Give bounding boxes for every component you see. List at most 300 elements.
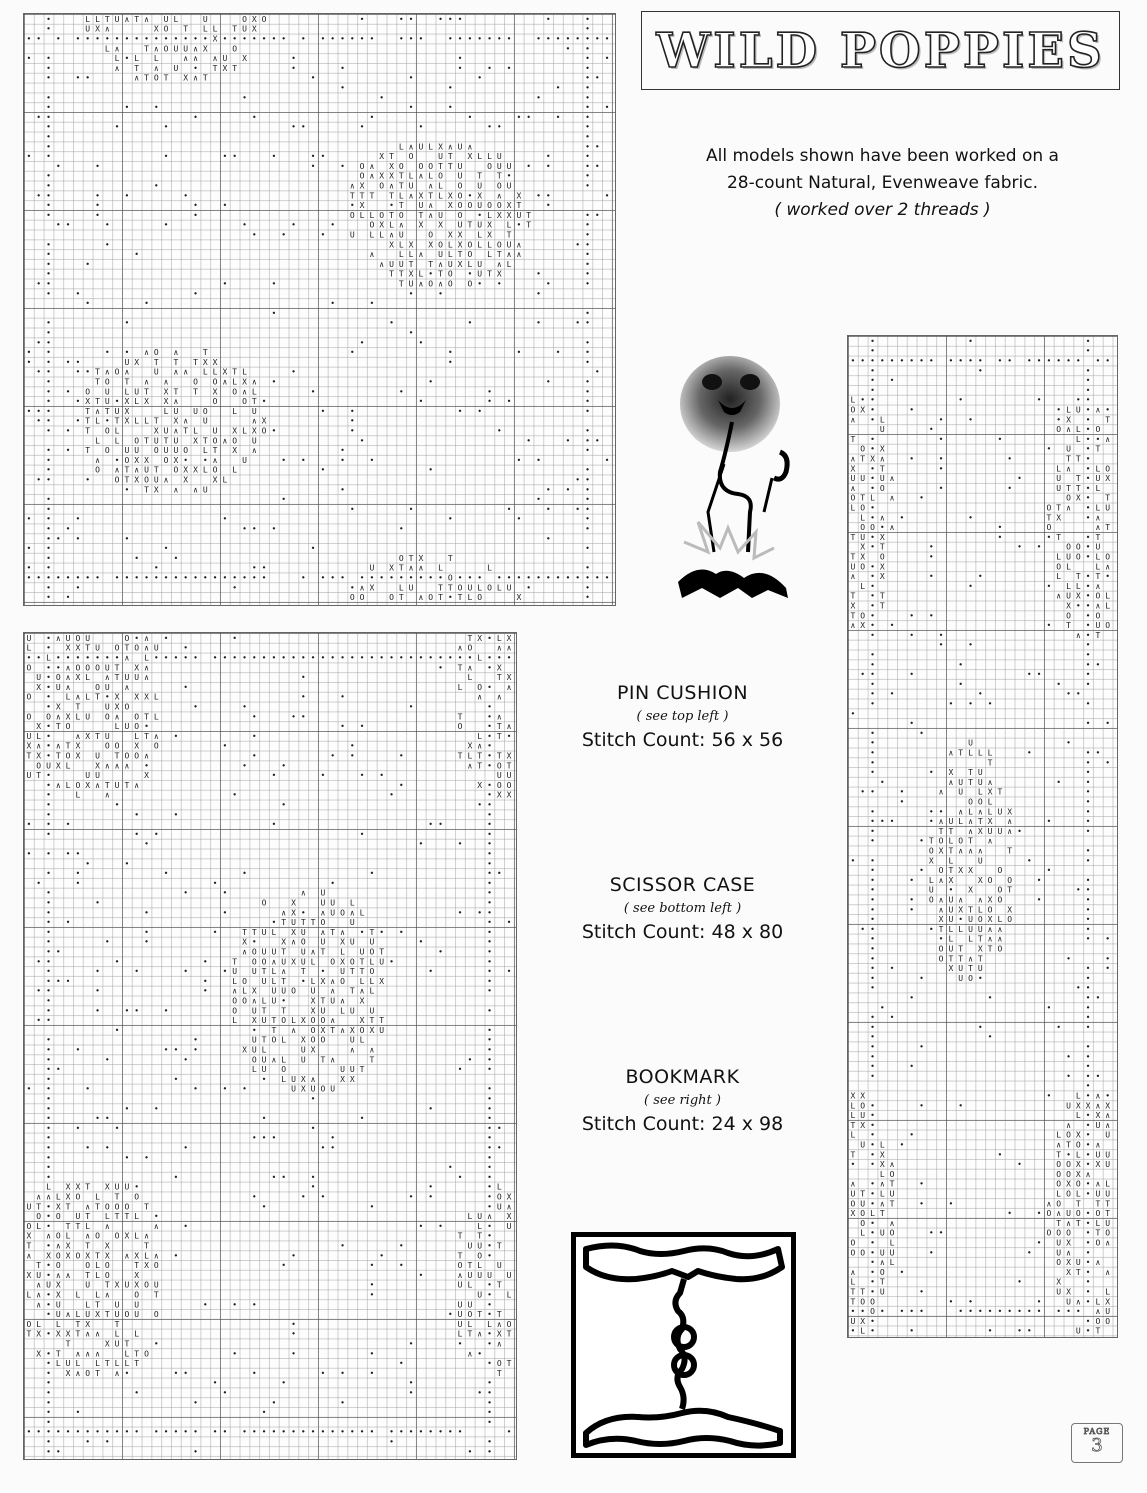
stitch-symbol: L: [487, 1319, 492, 1329]
stitch-symbol: T: [879, 1209, 885, 1219]
stitch-symbol: ∧: [1056, 591, 1062, 601]
stitch-symbol: •: [879, 356, 885, 366]
stitch-symbol: •: [428, 1104, 434, 1114]
stitch-symbol: U: [26, 633, 32, 643]
stitch-symbol: T: [860, 493, 866, 503]
stitch-symbol: ∧: [477, 741, 483, 751]
stitch-symbol: •: [850, 1307, 856, 1317]
stitch-symbol: X: [26, 741, 32, 751]
stitch-symbol: •: [585, 103, 590, 113]
stitch-symbol: ∧: [496, 692, 502, 702]
stitch-symbol: •: [291, 63, 296, 73]
stitch-symbol: ∧: [340, 927, 345, 937]
stitch-symbol: T: [398, 279, 404, 289]
stitch-symbol: U: [1066, 1209, 1071, 1219]
stitch-symbol: T: [85, 1241, 91, 1251]
stitch-symbol: •: [1085, 1316, 1091, 1326]
stitch-symbol: L: [496, 1182, 502, 1192]
stitch-symbol: •: [418, 1221, 424, 1231]
stitch-symbol: X: [506, 201, 512, 211]
stitch-symbol: •: [487, 712, 492, 722]
stitch-symbol: O: [144, 1349, 149, 1359]
stitch-symbol: ∧: [75, 731, 81, 741]
stitch-symbol: •: [300, 712, 306, 722]
stitch-symbol: X: [987, 817, 993, 827]
stitch-symbol: •: [398, 780, 404, 790]
stitch-symbol: •: [477, 406, 483, 416]
stitch-symbol: ∧: [36, 1280, 42, 1290]
stitch-symbol: X: [124, 416, 130, 426]
stitch-symbol: •: [496, 122, 502, 132]
stitch-symbol: •: [212, 878, 218, 888]
stitch-symbol: •: [46, 377, 51, 387]
stitch-symbol: •: [438, 820, 443, 830]
stitch-symbol: T: [1095, 572, 1101, 582]
stitch-symbol: •: [1085, 513, 1091, 523]
stitch-symbol: •: [870, 934, 875, 944]
title-box: [641, 11, 1120, 90]
stitch-symbol: •: [889, 817, 895, 827]
stitch-symbol: •: [36, 878, 42, 888]
stitch-symbol: •: [1085, 787, 1091, 797]
stitch-symbol: O: [1046, 1209, 1052, 1219]
stitch-symbol: ∧: [124, 367, 130, 377]
stitch-symbol: L: [26, 1290, 32, 1300]
stitch-symbol: •: [928, 1228, 934, 1238]
stitch-symbol: T: [183, 426, 189, 436]
stitch-symbol: •: [870, 415, 875, 425]
stitch-symbol: T: [1056, 532, 1062, 542]
stitch-symbol: •: [75, 573, 81, 583]
stitch-symbol: T: [330, 927, 336, 937]
stitch-symbol: ∧: [1075, 1297, 1081, 1307]
stitch-symbol: •: [46, 731, 51, 741]
stitch-symbol: •: [585, 181, 590, 191]
stitch-symbol: •: [46, 1084, 51, 1094]
stitch-symbol: •: [46, 328, 51, 338]
stitch-symbol: •: [75, 367, 81, 377]
stitch-symbol: •: [506, 573, 512, 583]
stitch-symbol: L: [212, 367, 218, 377]
stitch-symbol: •: [55, 976, 61, 986]
stitch-symbol: O: [95, 682, 100, 692]
stitch-symbol: L: [134, 1212, 140, 1222]
stitch-symbol: ∧: [418, 563, 424, 573]
stitch-symbol: •: [134, 553, 140, 563]
stitch-symbol: X: [496, 790, 502, 800]
stitch-symbol: ∧: [95, 1329, 100, 1339]
stitch-symbol: X: [1075, 1130, 1081, 1140]
stitch-symbol: •: [1085, 817, 1091, 827]
stitch-symbol: X: [506, 1212, 512, 1222]
stitch-symbol: •: [183, 1221, 189, 1231]
stitch-symbol: •: [300, 573, 306, 583]
stitch-symbol: •: [487, 1359, 492, 1369]
stitch-symbol: •: [870, 787, 875, 797]
stitch-symbol: •: [85, 299, 91, 309]
stitch-symbol: U: [438, 152, 443, 162]
stitch-symbol: •: [46, 446, 51, 456]
stitch-symbol: U: [477, 1290, 483, 1300]
stitch-symbol: •: [46, 957, 51, 967]
stitch-symbol: X: [300, 1084, 306, 1094]
stitch-symbol: •: [968, 581, 973, 591]
stitch-symbol: •: [281, 1427, 287, 1437]
stitch-symbol: X: [134, 1270, 140, 1280]
stitch-symbol: O: [340, 976, 345, 986]
stitch-symbol: U: [320, 1006, 326, 1016]
stitch-symbol: T: [1066, 454, 1071, 464]
stitch-symbol: •: [889, 356, 895, 366]
stitch-symbol: T: [144, 712, 149, 722]
stitch-symbol: U: [320, 888, 326, 898]
stitch-symbol: U: [330, 908, 336, 918]
stitch-symbol: L: [398, 142, 404, 152]
stitch-symbol: X: [1105, 1101, 1111, 1111]
stitch-symbol: ∧: [55, 780, 61, 790]
stitch-symbol: X: [232, 446, 238, 456]
stitch-symbol: T: [369, 1055, 375, 1065]
stitch-symbol: X: [242, 937, 247, 947]
stitch-symbol: U: [496, 771, 502, 781]
stitch-symbol: ∧: [134, 73, 140, 83]
stitch-symbol: T: [477, 171, 483, 181]
stitch-symbol: ∧: [428, 181, 434, 191]
stitch-symbol: U: [1105, 1307, 1111, 1317]
stitch-symbol: X: [36, 1329, 42, 1339]
stitch-symbol: U: [1066, 444, 1071, 454]
stitch-symbol: O: [1066, 1160, 1071, 1170]
stitch-symbol: ∧: [134, 465, 140, 475]
stitch-symbol: O: [457, 722, 463, 732]
stitch-symbol: L: [124, 1349, 130, 1359]
stitch-symbol: L: [251, 1065, 257, 1075]
stitch-symbol: X: [104, 1182, 110, 1192]
stitch-symbol: T: [232, 367, 238, 377]
stitch-symbol: T: [271, 1016, 277, 1026]
stitch-symbol: •: [938, 640, 944, 650]
stitch-symbol: O: [428, 161, 434, 171]
stitch-symbol: •: [46, 563, 51, 573]
stitch-symbol: O: [428, 230, 434, 240]
stitch-symbol: X: [144, 455, 149, 465]
intro-note: ( worked over 2 threads ): [774, 200, 991, 220]
stitch-symbol: U: [340, 967, 345, 977]
stitch-symbol: L: [85, 1221, 91, 1231]
stitch-symbol: •: [447, 14, 453, 24]
stitch-symbol: •: [850, 709, 856, 719]
stitch-symbol: T: [75, 702, 81, 712]
stitch-symbol: T: [1095, 444, 1101, 454]
stitch-symbol: •: [134, 829, 140, 839]
stitch-symbol: •: [222, 573, 228, 583]
stitch-symbol: ∧: [1066, 1120, 1071, 1130]
stitch-symbol: •: [565, 573, 571, 583]
stitch-symbol: •: [398, 34, 404, 44]
stitch-symbol: ∧: [889, 1160, 895, 1170]
stitch-symbol: •: [153, 563, 159, 573]
stitch-symbol: X: [496, 269, 502, 279]
stitch-symbol: •: [114, 1427, 120, 1437]
stitch-symbol: •: [153, 1104, 159, 1114]
stitch-symbol: U: [251, 436, 257, 446]
stitch-symbol: T: [251, 397, 257, 407]
stitch-symbol: L: [977, 787, 983, 797]
stitch-symbol: •: [487, 761, 492, 771]
stitch-symbol: •: [251, 573, 257, 583]
stitch-symbol: O: [271, 1035, 277, 1045]
stitch-symbol: ∧: [212, 455, 218, 465]
stitch-symbol: •: [251, 1192, 257, 1202]
stitch-symbol: T: [977, 934, 983, 944]
stitch-symbol: L: [75, 1310, 81, 1320]
stitch-symbol: •: [46, 1300, 51, 1310]
stitch-symbol: U: [85, 633, 91, 643]
stitch-symbol: •: [1036, 1297, 1042, 1307]
stitch-symbol: •: [75, 1123, 81, 1133]
stitch-symbol: •: [516, 348, 522, 358]
stitch-symbol: •: [46, 1388, 51, 1398]
stitch-symbol: T: [1095, 1199, 1101, 1209]
stitch-symbol: T: [398, 269, 404, 279]
stitch-symbol: •: [389, 318, 394, 328]
stitch-symbol: U: [457, 220, 463, 230]
stitch-symbol: •: [36, 653, 42, 663]
stitch-symbol: ∧: [173, 367, 179, 377]
stitch-symbol: •: [565, 44, 571, 54]
stitch-symbol: •: [919, 728, 924, 738]
stitch-symbol: ∧: [46, 1231, 51, 1241]
stitch-symbol: •: [467, 1055, 473, 1065]
stitch-symbol: X: [202, 44, 208, 54]
stitch-symbol: ∧: [330, 986, 336, 996]
stitch-symbol: O: [36, 761, 42, 771]
stitch-symbol: •: [526, 583, 532, 593]
stitch-symbol: •: [487, 1300, 492, 1310]
stitch-symbol: X: [95, 761, 100, 771]
stitch-symbol: U: [173, 406, 179, 416]
stitch-symbol: •: [36, 1016, 42, 1026]
stitch-symbol: •: [291, 1319, 296, 1329]
stitch-symbol: •: [879, 1003, 885, 1013]
stitch-symbol: •: [526, 436, 532, 446]
stitch-symbol: X: [104, 1339, 110, 1349]
stitch-symbol: •: [202, 976, 208, 986]
stitch-symbol: L: [55, 1192, 61, 1202]
stitch-symbol: •: [516, 573, 522, 583]
stitch-symbol: X: [340, 937, 345, 947]
stitch-symbol: O: [467, 240, 473, 250]
stitch-symbol: O: [124, 751, 130, 761]
stitch-symbol: •: [46, 455, 51, 465]
stitch-symbol: U: [506, 771, 512, 781]
stitch-symbol: •: [26, 406, 32, 416]
stitch-symbol: •: [173, 573, 179, 583]
stitch-symbol: •: [300, 1192, 306, 1202]
stitch-symbol: •: [545, 485, 551, 495]
stitch-symbol: O: [477, 1251, 483, 1261]
stitch-symbol: •: [928, 425, 934, 435]
stitch-symbol: U: [153, 367, 159, 377]
stitch-symbol: T: [467, 220, 473, 230]
stitch-symbol: O: [163, 455, 169, 465]
stitch-symbol: U: [977, 768, 983, 778]
stitch-symbol: ∧: [389, 181, 394, 191]
stitch-symbol: •: [919, 973, 924, 983]
stitch-symbol: •: [340, 455, 345, 465]
stitch-symbol: •: [487, 1241, 492, 1251]
stitch-symbol: •: [1036, 895, 1042, 905]
stitch-symbol: O: [389, 593, 394, 603]
stitch-symbol: •: [46, 240, 51, 250]
stitch-symbol: X: [340, 957, 345, 967]
stitch-symbol: •: [320, 967, 326, 977]
stitch-symbol: L: [987, 797, 993, 807]
stitch-symbol: •: [870, 464, 875, 474]
stitch-symbol: X: [173, 455, 179, 465]
stitch-symbol: •: [124, 191, 130, 201]
stitch-symbol: U: [1075, 1258, 1081, 1268]
stitch-symbol: •: [173, 1427, 179, 1437]
stitch-symbol: T: [850, 591, 856, 601]
stitch-symbol: X: [879, 1150, 885, 1160]
bookmark-chart-symbols: [848, 336, 1119, 1339]
stitch-symbol: •: [320, 152, 326, 162]
stitch-symbol: L: [467, 1280, 473, 1290]
stitch-symbol: •: [36, 986, 42, 996]
stitch-symbol: L: [1095, 1297, 1101, 1307]
stitch-symbol: •: [85, 259, 91, 269]
stitch-symbol: •: [516, 220, 522, 230]
stitch-symbol: ∧: [977, 846, 983, 856]
stitch-symbol: T: [95, 731, 100, 741]
stitch-symbol: •: [163, 34, 169, 44]
stitch-symbol: ∧: [506, 682, 512, 692]
stitch-symbol: L: [850, 503, 856, 513]
stitch-symbol: X: [860, 1120, 866, 1130]
stitch-symbol: •: [281, 761, 287, 771]
stitch-symbol: •: [359, 1114, 365, 1124]
stitch-symbol: •: [958, 915, 964, 925]
stitch-symbol: U: [1066, 591, 1071, 601]
stitch-symbol: •: [997, 1150, 1003, 1160]
stitch-symbol: X: [359, 201, 365, 211]
stitch-symbol: O: [85, 1368, 91, 1378]
stitch-symbol: X: [320, 1025, 326, 1035]
stitch-symbol: •: [1026, 670, 1032, 680]
pin-cushion-chart: [23, 13, 616, 606]
stitch-symbol: •: [1056, 1307, 1062, 1317]
stitch-symbol: X: [65, 643, 71, 653]
stitch-symbol: •: [870, 601, 875, 611]
stitch-symbol: U: [340, 1065, 345, 1075]
monogram-image: [571, 1232, 796, 1458]
stitch-symbol: •: [359, 722, 365, 732]
stitch-symbol: •: [850, 1326, 856, 1336]
stitch-symbol: L: [477, 230, 483, 240]
stitch-symbol: U: [1095, 474, 1101, 484]
stitch-symbol: ∧: [85, 1231, 91, 1241]
stitch-symbol: •: [281, 800, 287, 810]
stitch-symbol: •: [487, 1329, 492, 1339]
stitch-symbol: •: [46, 259, 51, 269]
stitch-symbol: •: [506, 397, 512, 407]
stitch-symbol: •: [968, 513, 973, 523]
stitch-symbol: •: [163, 653, 169, 663]
stitch-symbol: L: [850, 395, 856, 405]
stitch-symbol: •: [46, 702, 51, 712]
stitch-symbol: ∧: [1095, 581, 1101, 591]
stitch-symbol: X: [242, 1045, 247, 1055]
stitch-symbol: •: [1007, 454, 1013, 464]
stitch-symbol: •: [193, 1447, 198, 1457]
stitch-symbol: X: [222, 367, 228, 377]
stitch-symbol: •: [977, 356, 983, 366]
stitch-symbol: ∧: [1095, 1258, 1101, 1268]
stitch-symbol: O: [860, 1209, 866, 1219]
stitch-symbol: •: [408, 1388, 414, 1398]
stitch-symbol: L: [506, 259, 512, 269]
stitch-symbol: •: [46, 1417, 51, 1427]
stitch-symbol: ∧: [271, 1055, 277, 1065]
stitch-symbol: •: [359, 436, 365, 446]
stitch-symbol: •: [349, 751, 355, 761]
stitch-symbol: L: [281, 1055, 287, 1065]
stitch-symbol: •: [222, 152, 228, 162]
stitch-symbol: •: [55, 1065, 61, 1075]
stitch-symbol: ∧: [104, 761, 110, 771]
stitch-symbol: O: [300, 937, 306, 947]
stitch-symbol: •: [487, 1290, 492, 1300]
stitch-symbol: X: [948, 964, 954, 974]
stitch-symbol: •: [46, 406, 51, 416]
stitch-symbol: •: [585, 426, 590, 436]
stitch-symbol: ∧: [193, 73, 198, 83]
stitch-symbol: X: [447, 191, 453, 201]
stitch-symbol: O: [379, 181, 385, 191]
stitch-symbol: X: [242, 377, 247, 387]
stitch-symbol: •: [359, 653, 365, 663]
stitch-symbol: U: [506, 240, 512, 250]
stitch-symbol: U: [251, 406, 257, 416]
stitch-symbol: ∧: [457, 643, 463, 653]
stitch-symbol: •: [46, 1094, 51, 1104]
stitch-symbol: •: [212, 1427, 218, 1437]
stitch-symbol: •: [232, 152, 238, 162]
stitch-symbol: T: [114, 751, 120, 761]
stitch-symbol: ∧: [310, 947, 316, 957]
stitch-symbol: •: [860, 787, 866, 797]
stitch-symbol: U: [65, 1359, 71, 1369]
stitch-symbol: •: [134, 810, 140, 820]
stitch-symbol: O: [457, 1261, 463, 1271]
stitch-symbol: O: [850, 1248, 856, 1258]
stitch-symbol: T: [320, 1055, 326, 1065]
stitch-symbol: O: [1066, 1189, 1071, 1199]
stitch-symbol: L: [889, 1238, 895, 1248]
stitch-symbol: •: [889, 1013, 895, 1023]
stitch-symbol: ∧: [1105, 562, 1111, 572]
stitch-symbol: •: [1007, 356, 1013, 366]
stitch-symbol: O: [153, 1310, 159, 1320]
stitch-symbol: X: [85, 1251, 91, 1261]
stitch-symbol: •: [55, 663, 61, 673]
stitch-symbol: L: [1105, 1179, 1111, 1189]
stitch-symbol: T: [1007, 885, 1013, 895]
stitch-symbol: •: [95, 201, 100, 211]
stitch-symbol: •: [1017, 474, 1022, 484]
stitch-symbol: •: [860, 356, 866, 366]
